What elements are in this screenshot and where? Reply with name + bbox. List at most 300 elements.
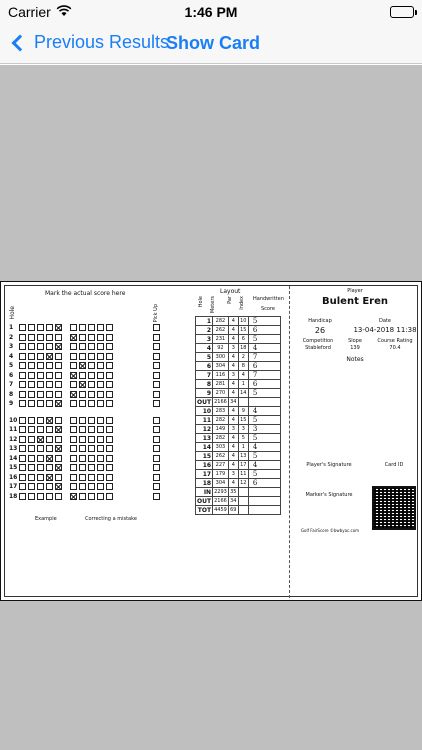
score-box[interactable] <box>37 391 44 398</box>
score-box[interactable] <box>28 400 35 407</box>
layout-cell-hole: 14 <box>196 443 213 452</box>
score-box[interactable] <box>19 445 26 452</box>
layout-cell-par: 3 <box>228 425 238 434</box>
score-box[interactable] <box>106 391 113 398</box>
layout-index-header: Index <box>239 296 245 310</box>
score-box[interactable] <box>37 455 44 462</box>
layout-cell-score: 5 <box>248 416 280 425</box>
grid-hole-number: 1 <box>9 324 14 331</box>
layout-row <box>196 371 281 380</box>
layout-cell-meters: 262 <box>213 452 229 461</box>
score-box[interactable] <box>106 324 113 331</box>
score-box[interactable] <box>88 400 95 407</box>
score-box[interactable] <box>70 372 77 379</box>
score-box[interactable] <box>55 426 62 433</box>
score-box[interactable] <box>106 417 113 424</box>
layout-cell-meters: 282 <box>213 434 229 443</box>
score-box[interactable] <box>28 455 35 462</box>
score-box[interactable] <box>70 400 77 407</box>
score-box[interactable] <box>46 474 53 481</box>
score-box[interactable] <box>88 362 95 369</box>
layout-cell-par: 3 <box>228 371 238 380</box>
layout-cell-hole: TOT <box>196 506 213 515</box>
score-box[interactable] <box>70 343 77 350</box>
competition-label: Competition <box>302 338 334 344</box>
pick-up-box[interactable] <box>153 391 160 398</box>
handicap-label: Handicap <box>308 318 332 324</box>
layout-row <box>196 434 281 443</box>
score-box[interactable] <box>37 474 44 481</box>
score-box[interactable] <box>106 436 113 443</box>
score-box[interactable] <box>46 445 53 452</box>
score-box[interactable] <box>88 343 95 350</box>
layout-cell-hole: OUT <box>197 497 212 505</box>
layout-cell-score <box>248 488 280 497</box>
score-box[interactable] <box>88 372 95 379</box>
handwritten-header: Handwritten <box>253 296 284 302</box>
score-box[interactable] <box>46 455 53 462</box>
score-grid-row <box>9 463 115 472</box>
grid-hole-number: 6 <box>9 371 14 379</box>
score-box[interactable] <box>19 324 26 331</box>
score-box[interactable] <box>79 324 86 331</box>
score-box[interactable] <box>97 455 104 462</box>
grid-hole-number: 10 <box>9 416 18 424</box>
score-box[interactable] <box>70 474 77 481</box>
score-box[interactable] <box>97 417 104 424</box>
layout-cell-score: 7 <box>248 371 280 380</box>
layout-cell-hole: 17 <box>196 470 213 479</box>
score-box[interactable] <box>97 426 104 433</box>
score-box[interactable] <box>70 381 77 388</box>
layout-cell-meters: 2293 <box>214 489 227 495</box>
score-box[interactable] <box>79 391 86 398</box>
score-box[interactable] <box>46 483 53 490</box>
score-box[interactable] <box>70 334 77 341</box>
pick-up-box[interactable] <box>153 372 160 379</box>
score-box[interactable] <box>37 334 44 341</box>
score-box[interactable] <box>106 362 113 369</box>
score-box[interactable] <box>28 483 35 490</box>
score-box[interactable] <box>28 426 35 433</box>
layout-cell-meters: 116 <box>213 371 229 380</box>
score-box[interactable] <box>19 334 26 341</box>
notes-label: Notes <box>346 356 364 363</box>
score-box[interactable] <box>55 483 62 490</box>
date-label: Date <box>379 318 391 324</box>
score-box[interactable] <box>19 493 26 500</box>
score-box[interactable] <box>79 436 86 443</box>
score-box[interactable] <box>88 445 95 452</box>
score-box[interactable] <box>106 372 113 379</box>
layout-row <box>196 353 281 362</box>
score-box[interactable] <box>28 324 35 331</box>
score-box[interactable] <box>88 417 95 424</box>
score-box[interactable] <box>55 400 62 407</box>
score-box[interactable] <box>46 324 53 331</box>
score-box[interactable] <box>97 381 104 388</box>
score-box[interactable] <box>55 372 62 379</box>
layout-row <box>196 380 281 389</box>
score-box[interactable] <box>106 483 113 490</box>
score-box[interactable] <box>88 455 95 462</box>
layout-cell-par: 4 <box>228 380 238 389</box>
layout-cell-meters: 281 <box>213 380 229 389</box>
score-box[interactable] <box>37 381 44 388</box>
pick-up-box[interactable] <box>153 464 160 471</box>
layout-cell-par: 4 <box>228 362 238 371</box>
pick-up-box[interactable] <box>153 362 160 369</box>
pick-up-box[interactable] <box>153 400 160 407</box>
layout-cell-hole: 6 <box>196 362 213 371</box>
score-box[interactable] <box>97 334 104 341</box>
pick-up-box[interactable] <box>153 426 160 433</box>
pick-up-box[interactable] <box>153 493 160 500</box>
score-box[interactable] <box>70 426 77 433</box>
score-box[interactable] <box>88 324 95 331</box>
score-box[interactable] <box>88 353 95 360</box>
score-box[interactable] <box>19 353 26 360</box>
score-box[interactable] <box>55 493 62 500</box>
score-box[interactable] <box>106 343 113 350</box>
pick-up-box[interactable] <box>153 445 160 452</box>
score-box[interactable] <box>55 445 62 452</box>
score-box[interactable] <box>97 483 104 490</box>
layout-cell-score: 7 <box>248 353 280 362</box>
score-box[interactable] <box>97 343 104 350</box>
status-bar <box>0 0 422 26</box>
layout-row <box>196 452 281 461</box>
score-box[interactable] <box>28 343 35 350</box>
layout-cell-meters: 304 <box>213 479 229 488</box>
score-box[interactable] <box>37 362 44 369</box>
layout-cell-index: 6 <box>238 335 248 344</box>
score-box[interactable] <box>97 353 104 360</box>
score-grid-row <box>9 425 115 434</box>
score-box[interactable] <box>46 493 53 500</box>
score-box[interactable] <box>19 483 26 490</box>
score-box[interactable] <box>46 343 53 350</box>
score-box[interactable] <box>106 334 113 341</box>
score-box[interactable] <box>97 362 104 369</box>
score-box[interactable] <box>79 362 86 369</box>
score-box[interactable] <box>37 353 44 360</box>
layout-cell-meters: 304 <box>213 362 229 371</box>
layout-row <box>196 362 281 371</box>
layout-cell-meters: 149 <box>213 425 229 434</box>
score-box[interactable] <box>37 400 44 407</box>
score-box[interactable] <box>79 381 86 388</box>
score-box[interactable] <box>19 455 26 462</box>
score-box[interactable] <box>37 436 44 443</box>
layout-par-header: Par <box>227 296 233 304</box>
score-box[interactable] <box>37 493 44 500</box>
layout-row <box>196 470 281 479</box>
score-box[interactable] <box>70 362 77 369</box>
score-grid-row <box>9 361 115 370</box>
score-box[interactable] <box>88 464 95 471</box>
score-box[interactable] <box>19 400 26 407</box>
pick-up-box[interactable] <box>153 483 160 490</box>
pick-up-box[interactable] <box>153 455 160 462</box>
layout-row <box>196 317 281 326</box>
score-box[interactable] <box>106 400 113 407</box>
layout-cell-par: 35 <box>230 489 237 495</box>
score-box[interactable] <box>55 362 62 369</box>
layout-cell-par: 4 <box>228 416 238 425</box>
layout-cell-score: 5 <box>248 389 280 398</box>
score-box[interactable] <box>70 417 77 424</box>
score-box[interactable] <box>106 455 113 462</box>
score-grid-row <box>9 380 115 389</box>
score-box[interactable] <box>46 372 53 379</box>
chevron-left-icon <box>12 34 29 51</box>
score-box[interactable] <box>55 417 62 424</box>
layout-cell-par: 4 <box>228 335 238 344</box>
score-box[interactable] <box>37 445 44 452</box>
layout-cell-index: 11 <box>240 471 247 477</box>
score-box[interactable] <box>37 483 44 490</box>
layout-row <box>196 326 281 335</box>
clock: 1:46 PM <box>184 4 238 20</box>
score-box[interactable] <box>106 353 113 360</box>
score-box[interactable] <box>97 436 104 443</box>
score-box[interactable] <box>79 343 86 350</box>
score-box[interactable] <box>106 493 113 500</box>
score-box[interactable] <box>70 324 77 331</box>
score-box[interactable] <box>46 381 53 388</box>
layout-cell-hole: 5 <box>196 353 213 362</box>
score-box[interactable] <box>79 493 86 500</box>
score-box[interactable] <box>79 474 86 481</box>
score-box[interactable] <box>88 334 95 341</box>
score-box[interactable] <box>19 417 26 424</box>
score-box[interactable] <box>106 474 113 481</box>
layout-cell-hole: 3 <box>196 335 213 344</box>
hole-column-header: Hole <box>9 306 16 320</box>
score-box[interactable] <box>28 372 35 379</box>
layout-cell-index: 12 <box>240 480 247 486</box>
score-box[interactable] <box>28 381 35 388</box>
slope-label: Slope <box>348 338 362 344</box>
layout-cell-score: 5 <box>248 452 280 461</box>
score-box[interactable] <box>70 483 77 490</box>
layout-cell-meters: 300 <box>213 353 229 362</box>
layout-cell-hole: 16 <box>196 461 213 470</box>
score-box[interactable] <box>88 474 95 481</box>
score-box[interactable] <box>28 391 35 398</box>
score-box[interactable] <box>28 353 35 360</box>
layout-cell-hole: 4 <box>196 344 213 353</box>
score-box[interactable] <box>79 483 86 490</box>
score-box[interactable] <box>28 362 35 369</box>
pick-up-box[interactable] <box>153 353 160 360</box>
score-box[interactable] <box>28 436 35 443</box>
score-box[interactable] <box>97 372 104 379</box>
score-box[interactable] <box>55 464 62 471</box>
score-box[interactable] <box>97 445 104 452</box>
pick-up-box[interactable] <box>153 381 160 388</box>
layout-cell-par: 69 <box>230 507 237 513</box>
score-grid-row <box>9 342 115 351</box>
score-box[interactable] <box>88 493 95 500</box>
score-box[interactable] <box>28 493 35 500</box>
grid-hole-number: 12 <box>9 435 18 443</box>
pick-up-box[interactable] <box>153 436 160 443</box>
score-box[interactable] <box>55 324 62 331</box>
score-box[interactable] <box>19 464 26 471</box>
back-button[interactable] <box>8 32 169 53</box>
score-box[interactable] <box>97 493 104 500</box>
score-box[interactable] <box>46 362 53 369</box>
pick-up-box[interactable] <box>153 417 160 424</box>
score-box[interactable] <box>97 400 104 407</box>
score-box[interactable] <box>37 343 44 350</box>
score-box[interactable] <box>106 445 113 452</box>
date-value: 13-04-2018 11:38 <box>353 326 417 334</box>
score-grid-row <box>9 492 115 501</box>
layout-cell-par: 4 <box>228 443 238 452</box>
score-box[interactable] <box>55 455 62 462</box>
score-box[interactable] <box>88 426 95 433</box>
navigation-bar <box>0 26 422 64</box>
score-box[interactable] <box>46 436 53 443</box>
score-box[interactable] <box>97 324 104 331</box>
score-box[interactable] <box>46 426 53 433</box>
score-box[interactable] <box>70 445 77 452</box>
score-box[interactable] <box>55 381 62 388</box>
score-box[interactable] <box>55 353 62 360</box>
score-box[interactable] <box>70 455 77 462</box>
layout-cell-hole: 10 <box>196 407 213 416</box>
score-box[interactable] <box>97 464 104 471</box>
score-box[interactable] <box>106 426 113 433</box>
course-rating-label: Course Rating <box>377 338 413 344</box>
layout-cell-index: 9 <box>238 407 248 416</box>
layout-cell-meters: 92 <box>213 344 229 353</box>
grid-hole-number: 7 <box>9 381 14 388</box>
grid-hole-number: 8 <box>9 390 14 398</box>
player-name: Bulent Eren <box>322 296 388 307</box>
score-box[interactable] <box>46 334 53 341</box>
score-box[interactable] <box>97 474 104 481</box>
pick-up-box[interactable] <box>153 334 160 341</box>
score-box[interactable] <box>88 381 95 388</box>
score-box[interactable] <box>79 334 86 341</box>
score-box[interactable] <box>28 464 35 471</box>
score-box[interactable] <box>88 391 95 398</box>
score-box[interactable] <box>55 391 62 398</box>
pick-up-box[interactable] <box>153 474 160 481</box>
score-box[interactable] <box>79 372 86 379</box>
score-box[interactable] <box>55 474 62 481</box>
score-box[interactable] <box>46 400 53 407</box>
score-box[interactable] <box>88 483 95 490</box>
layout-row <box>196 479 281 488</box>
card-viewer <box>0 65 422 750</box>
score-box[interactable] <box>70 436 77 443</box>
scorecard-image[interactable] <box>0 281 422 601</box>
score-box[interactable] <box>79 445 86 452</box>
layout-cell-index: 5 <box>238 434 248 443</box>
layout-cell-hole: 15 <box>196 452 213 461</box>
score-box[interactable] <box>46 464 53 471</box>
score-box[interactable] <box>19 426 26 433</box>
score-box[interactable] <box>19 362 26 369</box>
pick-up-box[interactable] <box>153 343 160 350</box>
score-box[interactable] <box>97 391 104 398</box>
score-box[interactable] <box>28 445 35 452</box>
layout-cell-score <box>248 497 280 506</box>
score-box[interactable] <box>37 372 44 379</box>
score-box[interactable] <box>46 391 53 398</box>
layout-cell-meters: 2166 <box>214 498 227 504</box>
score-box[interactable] <box>70 464 77 471</box>
layout-cell-meters: 282 <box>213 317 229 326</box>
layout-cell-index <box>238 497 248 506</box>
layout-row <box>196 461 281 470</box>
score-box[interactable] <box>19 343 26 350</box>
grid-hole-number: 17 <box>9 483 18 490</box>
handicap-value: 26 <box>314 326 326 335</box>
layout-cell-par: 34 <box>230 498 237 504</box>
score-box[interactable] <box>46 353 53 360</box>
score-box[interactable] <box>55 334 62 341</box>
score-box[interactable] <box>28 417 35 424</box>
score-box[interactable] <box>19 474 26 481</box>
score-box[interactable] <box>106 381 113 388</box>
score-box[interactable] <box>70 353 77 360</box>
score-box[interactable] <box>79 426 86 433</box>
score-box[interactable] <box>79 400 86 407</box>
layout-cell-par: 4 <box>228 452 238 461</box>
layout-cell-par: 4 <box>228 353 238 362</box>
score-box[interactable] <box>19 436 26 443</box>
layout-cell-score: 5 <box>248 434 280 443</box>
score-box[interactable] <box>70 391 77 398</box>
score-grid-row <box>9 323 115 332</box>
score-box[interactable] <box>79 353 86 360</box>
layout-title: Layout <box>220 288 241 295</box>
score-box[interactable] <box>70 493 77 500</box>
score-box[interactable] <box>88 436 95 443</box>
score-box[interactable] <box>79 417 86 424</box>
score-box[interactable] <box>37 426 44 433</box>
layout-cell-index: 13 <box>240 453 247 459</box>
score-box[interactable] <box>28 334 35 341</box>
score-box[interactable] <box>37 324 44 331</box>
score-box[interactable] <box>37 417 44 424</box>
grid-hole-number: 3 <box>9 343 14 350</box>
score-box[interactable] <box>19 391 26 398</box>
layout-row <box>196 398 281 407</box>
score-box[interactable] <box>79 464 86 471</box>
score-box[interactable] <box>19 381 26 388</box>
pick-up-box[interactable] <box>153 324 160 331</box>
score-box[interactable] <box>79 455 86 462</box>
score-box[interactable] <box>106 464 113 471</box>
score-box[interactable] <box>55 343 62 350</box>
score-box[interactable] <box>28 474 35 481</box>
grid-hole-number: 4 <box>9 352 14 360</box>
grid-hole-number: 5 <box>9 362 14 369</box>
mark-instruction: Mark the actual score here <box>45 290 126 297</box>
score-box[interactable] <box>55 436 62 443</box>
score-box[interactable] <box>37 464 44 471</box>
score-box[interactable] <box>46 417 53 424</box>
score-box[interactable] <box>19 372 26 379</box>
layout-cell-par: 4 <box>228 317 238 326</box>
